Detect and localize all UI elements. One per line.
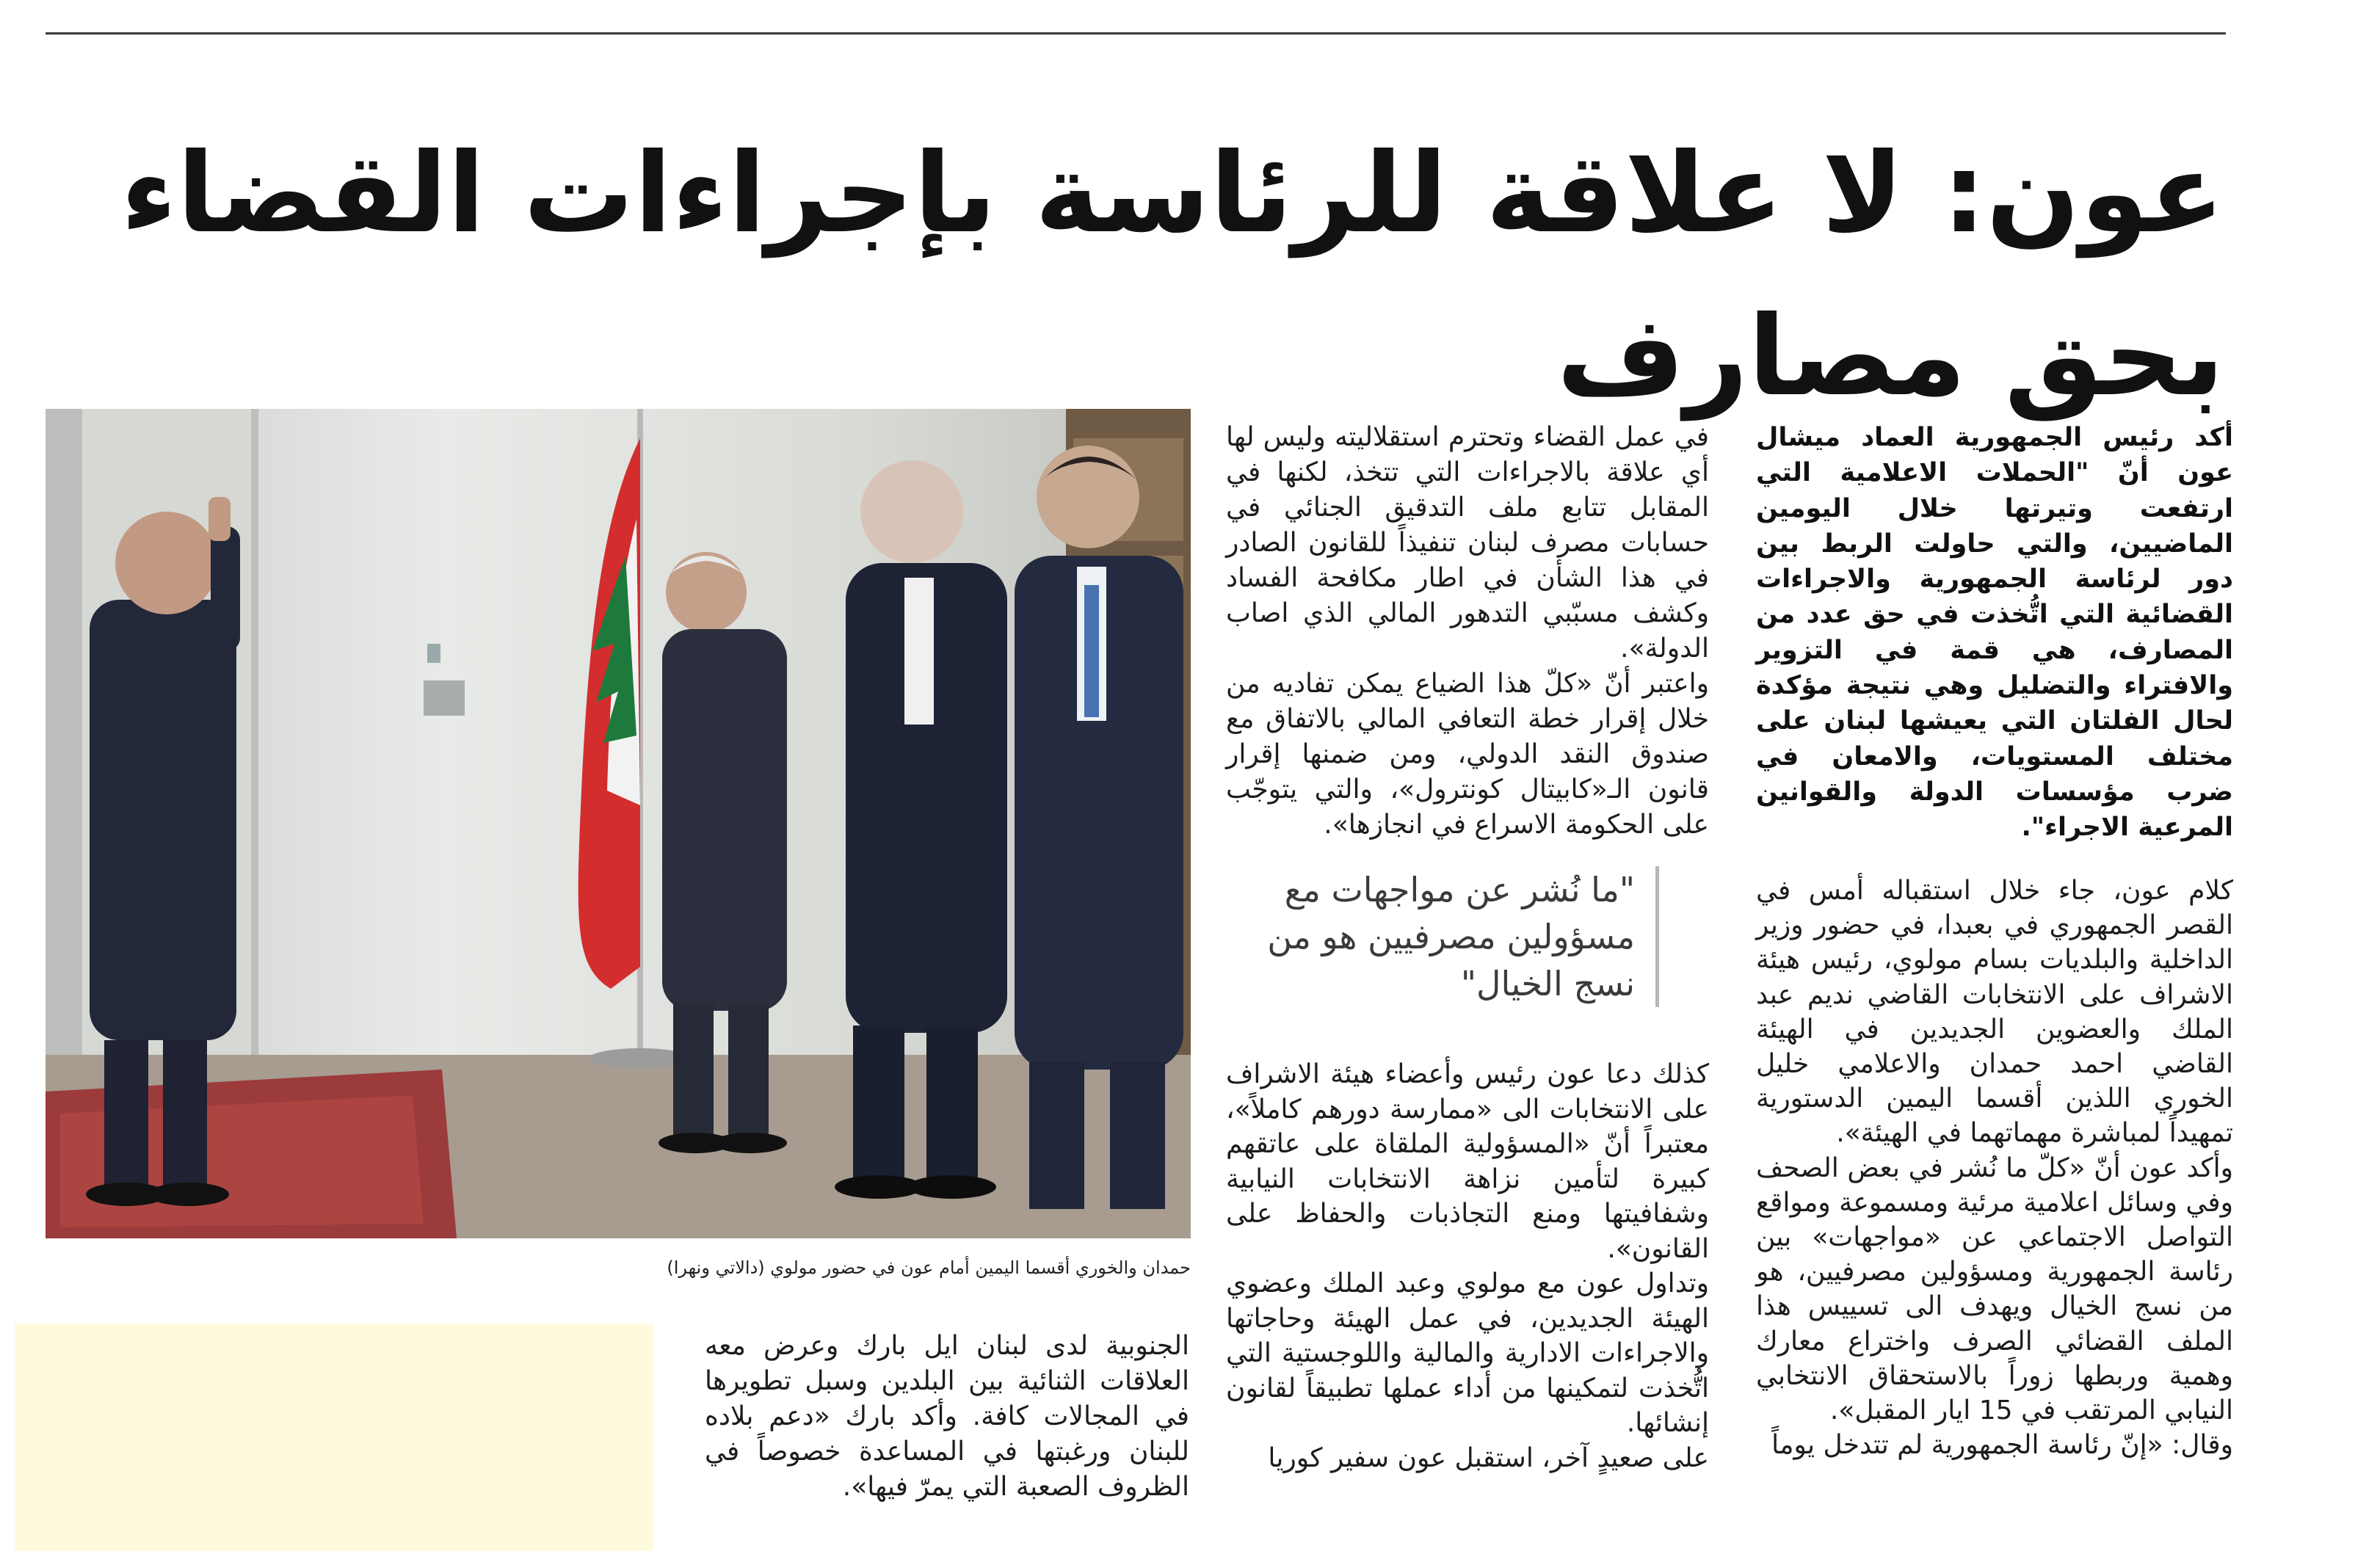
body-paragraph: واعتبر أنّ «كلّ هذا الضياع يمكن تفاديه من خلال إقرار خطة التعافي المالي بالاتفاق مع صندوق النقد الدولي، ومن ضمنها إقرار قانون الـ«كابيتال كونترول»، والتي يتوجّب على الحكومة الاسراع في انجازها».	[1226, 669, 1709, 840]
body-paragraph: في عمل القضاء وتحترم استقلاليته وليس لها أي علاقة بالاجراءات التي تتخذ، لكنها في المقابل تتابع ملف التدقيق الجنائي في حسابات مصرف لبنان تنفيذاً للقانون الصادر في هذا الشأن في اطار مكافحة الفساد وكشف مسبّبي التدهور المالي الذي اصاب الدولة».	[1226, 422, 1709, 664]
body-paragraph: الجنوبية لدى لبنان ايل بارك وعرض معه العلاقات الثنائية بين البلدين وسبل تطويرها في المجالات كافة. وأكد بارك «دعم بلاده للبنان ورغبتها في المساعدة خصوصاً في الظروف الصعبة التي يمرّ فيها».	[705, 1331, 1189, 1502]
body-paragraph: وقال: «إنّ رئاسة الجمهورية لم تتدخل يوماً	[1771, 1430, 2233, 1461]
body-paragraph: على صعيدٍ آخر، استقبل عون سفير كوريا	[1268, 1442, 1709, 1473]
article-column-1-body	[1756, 874, 2233, 1462]
highlight-box	[15, 1324, 653, 1551]
top-rule	[46, 32, 2226, 35]
article-column-2-top	[1226, 420, 1709, 843]
body-paragraph: كذلك دعا عون رئيس وأعضاء هيئة الاشراف على الانتخابات الى «ممارسة دورهم كاملاً»، معتبراً أنّ «المسؤولية الملقاة على عاتقهم كبيرة لتأمين نزاهة الانتخابات النيابية وشفافيتها ومنع التجاذبات والحفاظ على القانون».	[1226, 1059, 1709, 1264]
news-photo	[46, 409, 1191, 1238]
headline-line-2: بحق مصارف	[1556, 292, 2224, 421]
body-paragraph: وأكد عون أنّ «كلّ ما نُشر في بعض الصحف وفي وسائل اعلامية مرئية ومسموعة ومواقع التواصل الاجتماعي عن «مواجهات» بين رئاسة الجمهورية ومسؤولين مصرفيين، هو من نسج الخيال ويهدف الى تسييس هذا الملف القضائي الصرف واختراع معارك وهمية وربطها زوراً بالاستحقاق الانتخابي النيابي المرتقب في 15 ايار المقبل».	[1756, 1152, 2233, 1426]
pull-quote: "ما نُشر عن مواجهات مع مسؤولين مصرفيين هو من نسج الخيال"	[1263, 866, 1659, 1007]
article-column-2-bottom	[1226, 1057, 1709, 1475]
body-paragraph: كلام عون، جاء خلال استقباله أمس في القصر الجمهوري في بعبدا، في حضور وزير الداخلية والبلديات بسام مولوي، رئيس هيئة الاشراف على الانتخابات القاضي نديم عبد الملك والعضوين الجديدين في الهيئة القاضي احمد حمدان والاعلامي خليل الخوري اللذين أقسما اليمين الدستورية تمهيداً لمباشرة مهماتهما في الهيئة».	[1756, 876, 2233, 1149]
photo-caption: حمدان والخوري أقسما اليمين أمام عون في حضور مولوي (دالاتي ونهرا)	[667, 1257, 1191, 1278]
body-paragraph: وتداول عون مع مولوي وعبد الملك وعضوي الهيئة الجديدين، في عمل الهيئة وحاجاتها والاجراءات الادارية والمالية واللوجستية التي اتُّخذت لتمكينها من أداء عملها تطبيقاً لقانون إنشائها.	[1226, 1268, 1709, 1438]
lead-paragraph: أكد رئيس الجمهورية العماد ميشال عون أنّ "الحملات الاعلامية التي ارتفعت وتيرتها خلال اليومين الماضيين، والتي حاولت الربط بين دور لرئاسة الجمهورية والاجراءات القضائية التي اتُّخذت في حق عدد من المصارف، هي قمة في التزوير والافتراء والتضليل وهي نتيجة مؤكدة لحال الفلتان التي يعيشها لبنان على مختلف المستويات، والامعان في ضرب مؤسسات الدولة والقوانين المرعية الاجراء".	[1756, 423, 2233, 843]
article-column-3	[705, 1329, 1189, 1505]
headline-line-1: عون: لا علاقة للرئاسة بإجراءات القضاء	[120, 129, 2224, 258]
article-column-1	[1756, 420, 2233, 846]
